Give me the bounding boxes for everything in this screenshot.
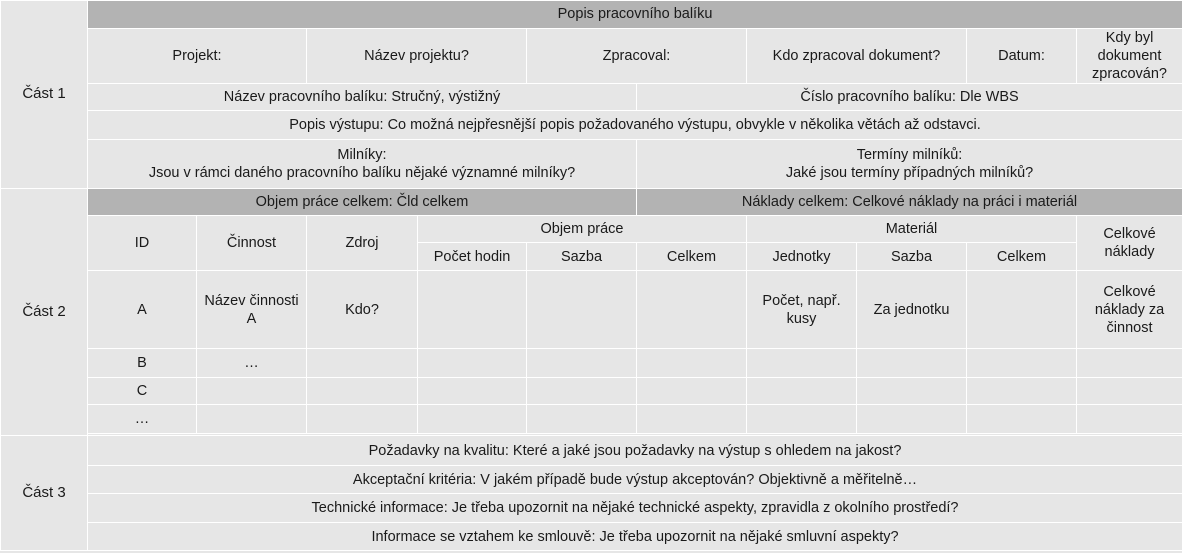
part2-label: Část 2 bbox=[1, 189, 88, 436]
date-value: Kdy byl dokument zpracován? bbox=[1077, 29, 1182, 84]
row-a-resource: Kdo? bbox=[307, 271, 418, 349]
sub-total: Celkem bbox=[637, 243, 747, 271]
sub-material-total: Celkem bbox=[967, 243, 1077, 271]
sub-material-rate: Sazba bbox=[857, 243, 967, 271]
sub-rate: Sazba bbox=[527, 243, 637, 271]
table-row bbox=[1, 349, 1182, 378]
acceptance-criteria: Akceptační kritéria: V jakém případě bude výstup akceptován? Objektivně a měřitelně… bbox=[88, 466, 1182, 494]
table-row bbox=[1, 378, 1182, 405]
cost-total: Náklady celkem: Celkové náklady na práci i materiál bbox=[637, 189, 1182, 216]
row-b-activity: … bbox=[197, 349, 307, 378]
milestone-dates bbox=[637, 140, 1182, 189]
row-a-activity: Název činnosti A bbox=[197, 271, 307, 349]
milestones-title: Milníky: bbox=[337, 147, 387, 164]
row-a-work-rate bbox=[527, 271, 637, 349]
table-row bbox=[1, 271, 1182, 349]
col-id: ID bbox=[88, 216, 197, 271]
sub-hours: Počet hodin bbox=[418, 243, 527, 271]
milestone-dates-title: Termíny milníků: bbox=[856, 147, 963, 164]
work-total: Objem práce celkem: Čld celkem bbox=[88, 189, 637, 216]
group-material: Materiál bbox=[747, 216, 1077, 243]
row-a-material-rate: Za jednotku bbox=[857, 271, 967, 349]
quality-requirements: Požadavky na kvalitu: Které a jaké jsou požadavky na výstup s ohledem na jakost? bbox=[88, 436, 1182, 466]
col-resource: Zdroj bbox=[307, 216, 418, 271]
project-name: Název projektu? bbox=[307, 29, 527, 84]
row-c-id: C bbox=[88, 378, 197, 405]
col-activity: Činnost bbox=[197, 216, 307, 271]
row-a-material-total bbox=[967, 271, 1077, 349]
row-a-units: Počet, např. kusy bbox=[747, 271, 857, 349]
output-description: Popis výstupu: Co možná nejpřesnější popis požadovaného výstupu, obvykle v několika větách až odstavci. bbox=[88, 111, 1182, 140]
prepared-by-label: Zpracoval: bbox=[527, 29, 747, 84]
part3-label: Část 3 bbox=[1, 436, 88, 551]
package-name: Název pracovního balíku: Stručný, výstižný bbox=[88, 84, 637, 111]
page-title: Popis pracovního balíku bbox=[88, 1, 1182, 29]
row-b-id: B bbox=[88, 349, 197, 378]
date-label: Datum: bbox=[967, 29, 1077, 84]
project-label: Projekt: bbox=[88, 29, 307, 84]
part1-label: Část 1 bbox=[1, 1, 88, 189]
col-total-costs: Celkové náklady bbox=[1077, 216, 1182, 271]
contract-information: Informace se vztahem ke smlouvě: Je třeba upozornit na nějaké smluvní aspekty? bbox=[88, 523, 1182, 551]
table-row bbox=[1, 405, 1182, 434]
row-more-id: … bbox=[88, 405, 197, 434]
milestones-text: Jsou v rámci daného pracovního balíku nějaké významné milníky? bbox=[148, 165, 576, 182]
sub-units: Jednotky bbox=[747, 243, 857, 271]
row-a-hours bbox=[418, 271, 527, 349]
technical-information: Technické informace: Je třeba upozornit na nějaké technické aspekty, zpravidla z okolního prostředí? bbox=[88, 494, 1182, 523]
prepared-by-value: Kdo zpracoval dokument? bbox=[747, 29, 967, 84]
milestone-dates-text: Jaké jsou termíny případných milníků? bbox=[785, 165, 1034, 182]
package-number: Číslo pracovního balíku: Dle WBS bbox=[637, 84, 1182, 111]
row-a-total-costs: Celkové náklady za činnost bbox=[1077, 271, 1182, 349]
group-work: Objem práce bbox=[418, 216, 747, 243]
row-a-id: A bbox=[88, 271, 197, 349]
row-a-work-total bbox=[637, 271, 747, 349]
milestones bbox=[88, 140, 637, 189]
